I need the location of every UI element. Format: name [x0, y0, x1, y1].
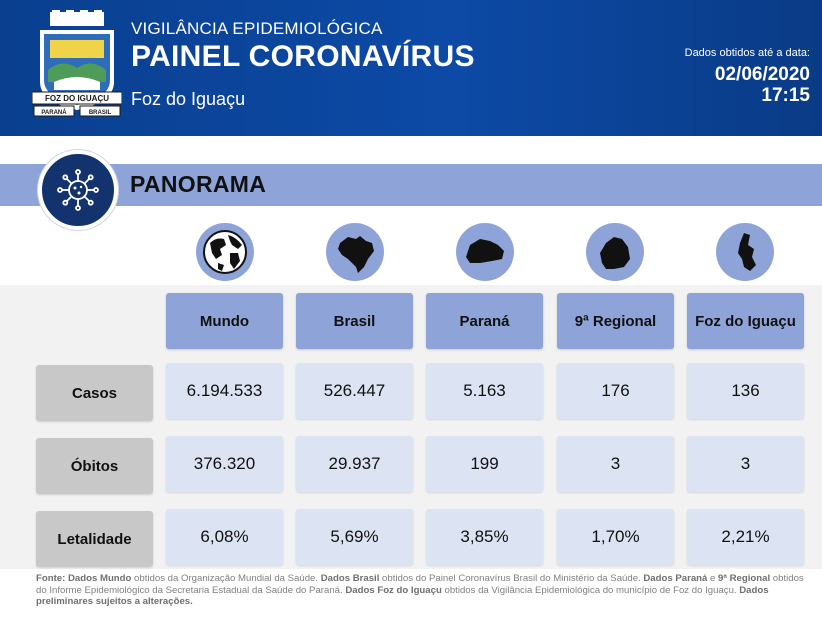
footnote-text-1: obtidos da Organização Mundial da Saúde. — [131, 573, 321, 584]
cell-letalidade-mundo: 6,08% — [166, 509, 283, 565]
crest-left-text: PARANÁ — [41, 110, 67, 116]
cell-letalidade-9-regional: 1,70% — [557, 509, 674, 565]
update-time: 17:15 — [761, 85, 810, 106]
cell-casos-brasil: 526.447 — [296, 363, 413, 419]
footnote-source-regional: 9ª Regional — [718, 573, 771, 584]
cell-letalidade-parana: 3,85% — [426, 509, 543, 565]
parana-map-icon — [456, 223, 514, 281]
panorama-bar — [0, 164, 822, 206]
cell-obitos-foz-do-iguacu: 3 — [687, 436, 804, 492]
cell-casos-9-regional: 176 — [557, 363, 674, 419]
foz-map-icon — [716, 223, 774, 281]
header-banner — [0, 0, 822, 136]
crest-right-text: BRASIL — [88, 110, 112, 116]
row-header-obitos: Óbitos — [36, 438, 153, 494]
footnote-text-3: e — [707, 573, 719, 584]
brazil-map-icon — [326, 223, 384, 281]
city-crest-logo — [32, 10, 122, 122]
footnote-source-parana: Dados Paraná — [643, 573, 708, 584]
footnote-text-2: obtidos do Painel Coronavírus Brasil do Ministério da Saúde. — [379, 573, 644, 584]
regional-map-icon — [586, 223, 644, 281]
crest-banner-text: FOZ DO IGUAÇU — [45, 94, 109, 103]
cell-obitos-parana: 199 — [426, 436, 543, 492]
footnote-text-4: obtidos do Informe Epidemiológico da Secretaria Estadual da Saúde do Paraná. — [36, 573, 804, 596]
footnote-source-brazil: Dados Brasil — [320, 573, 380, 584]
cell-letalidade-foz-do-iguacu: 2,21% — [687, 509, 804, 565]
footnote-source-world: Fonte: Dados Mundo — [36, 573, 132, 584]
column-header-parana: Paraná — [426, 293, 543, 349]
cell-obitos-mundo: 376.320 — [166, 436, 283, 492]
cell-obitos-9-regional: 3 — [557, 436, 674, 492]
row-header-letalidade: Letalidade — [36, 511, 153, 567]
panorama-badge — [38, 150, 118, 230]
cell-casos-mundo: 6.194.533 — [166, 363, 283, 419]
cell-casos-foz-do-iguacu: 136 — [687, 363, 804, 419]
page-title: PAINEL CORONAVÍRUS — [131, 40, 475, 73]
panorama-title: PANORAMA — [130, 171, 267, 197]
cell-casos-parana: 5.163 — [426, 363, 543, 419]
update-date: 02/06/2020 — [714, 64, 810, 85]
column-header-foz-do-iguacu: Foz do Iguaçu — [687, 293, 804, 349]
footnote-source-foz: Dados Foz do Iguaçu — [345, 584, 442, 596]
column-header-9-regional: 9ª Regional — [557, 293, 674, 349]
footnote-text-5: obtidos da Vigilância Epidemiológica do município de Foz do Iguaçu. — [441, 584, 740, 596]
globe-icon — [196, 223, 254, 281]
header-city: Foz do Iguaçu — [131, 89, 246, 109]
column-header-brasil: Brasil — [296, 293, 413, 349]
footnote-disclaimer: Dados preliminares sujeitos a alterações. — [36, 584, 769, 607]
column-header-mundo: Mundo — [166, 293, 283, 349]
header-kicker: VIGILÂNCIA EPIDEMIOLÓGICA — [131, 19, 383, 38]
virus-icon — [54, 166, 102, 214]
cell-obitos-brasil: 29.937 — [296, 436, 413, 492]
date-label: Dados obtidos até a data: — [684, 47, 810, 59]
source-footnote — [36, 573, 806, 608]
row-header-casos: Casos — [36, 365, 153, 421]
cell-letalidade-brasil: 5,69% — [296, 509, 413, 565]
